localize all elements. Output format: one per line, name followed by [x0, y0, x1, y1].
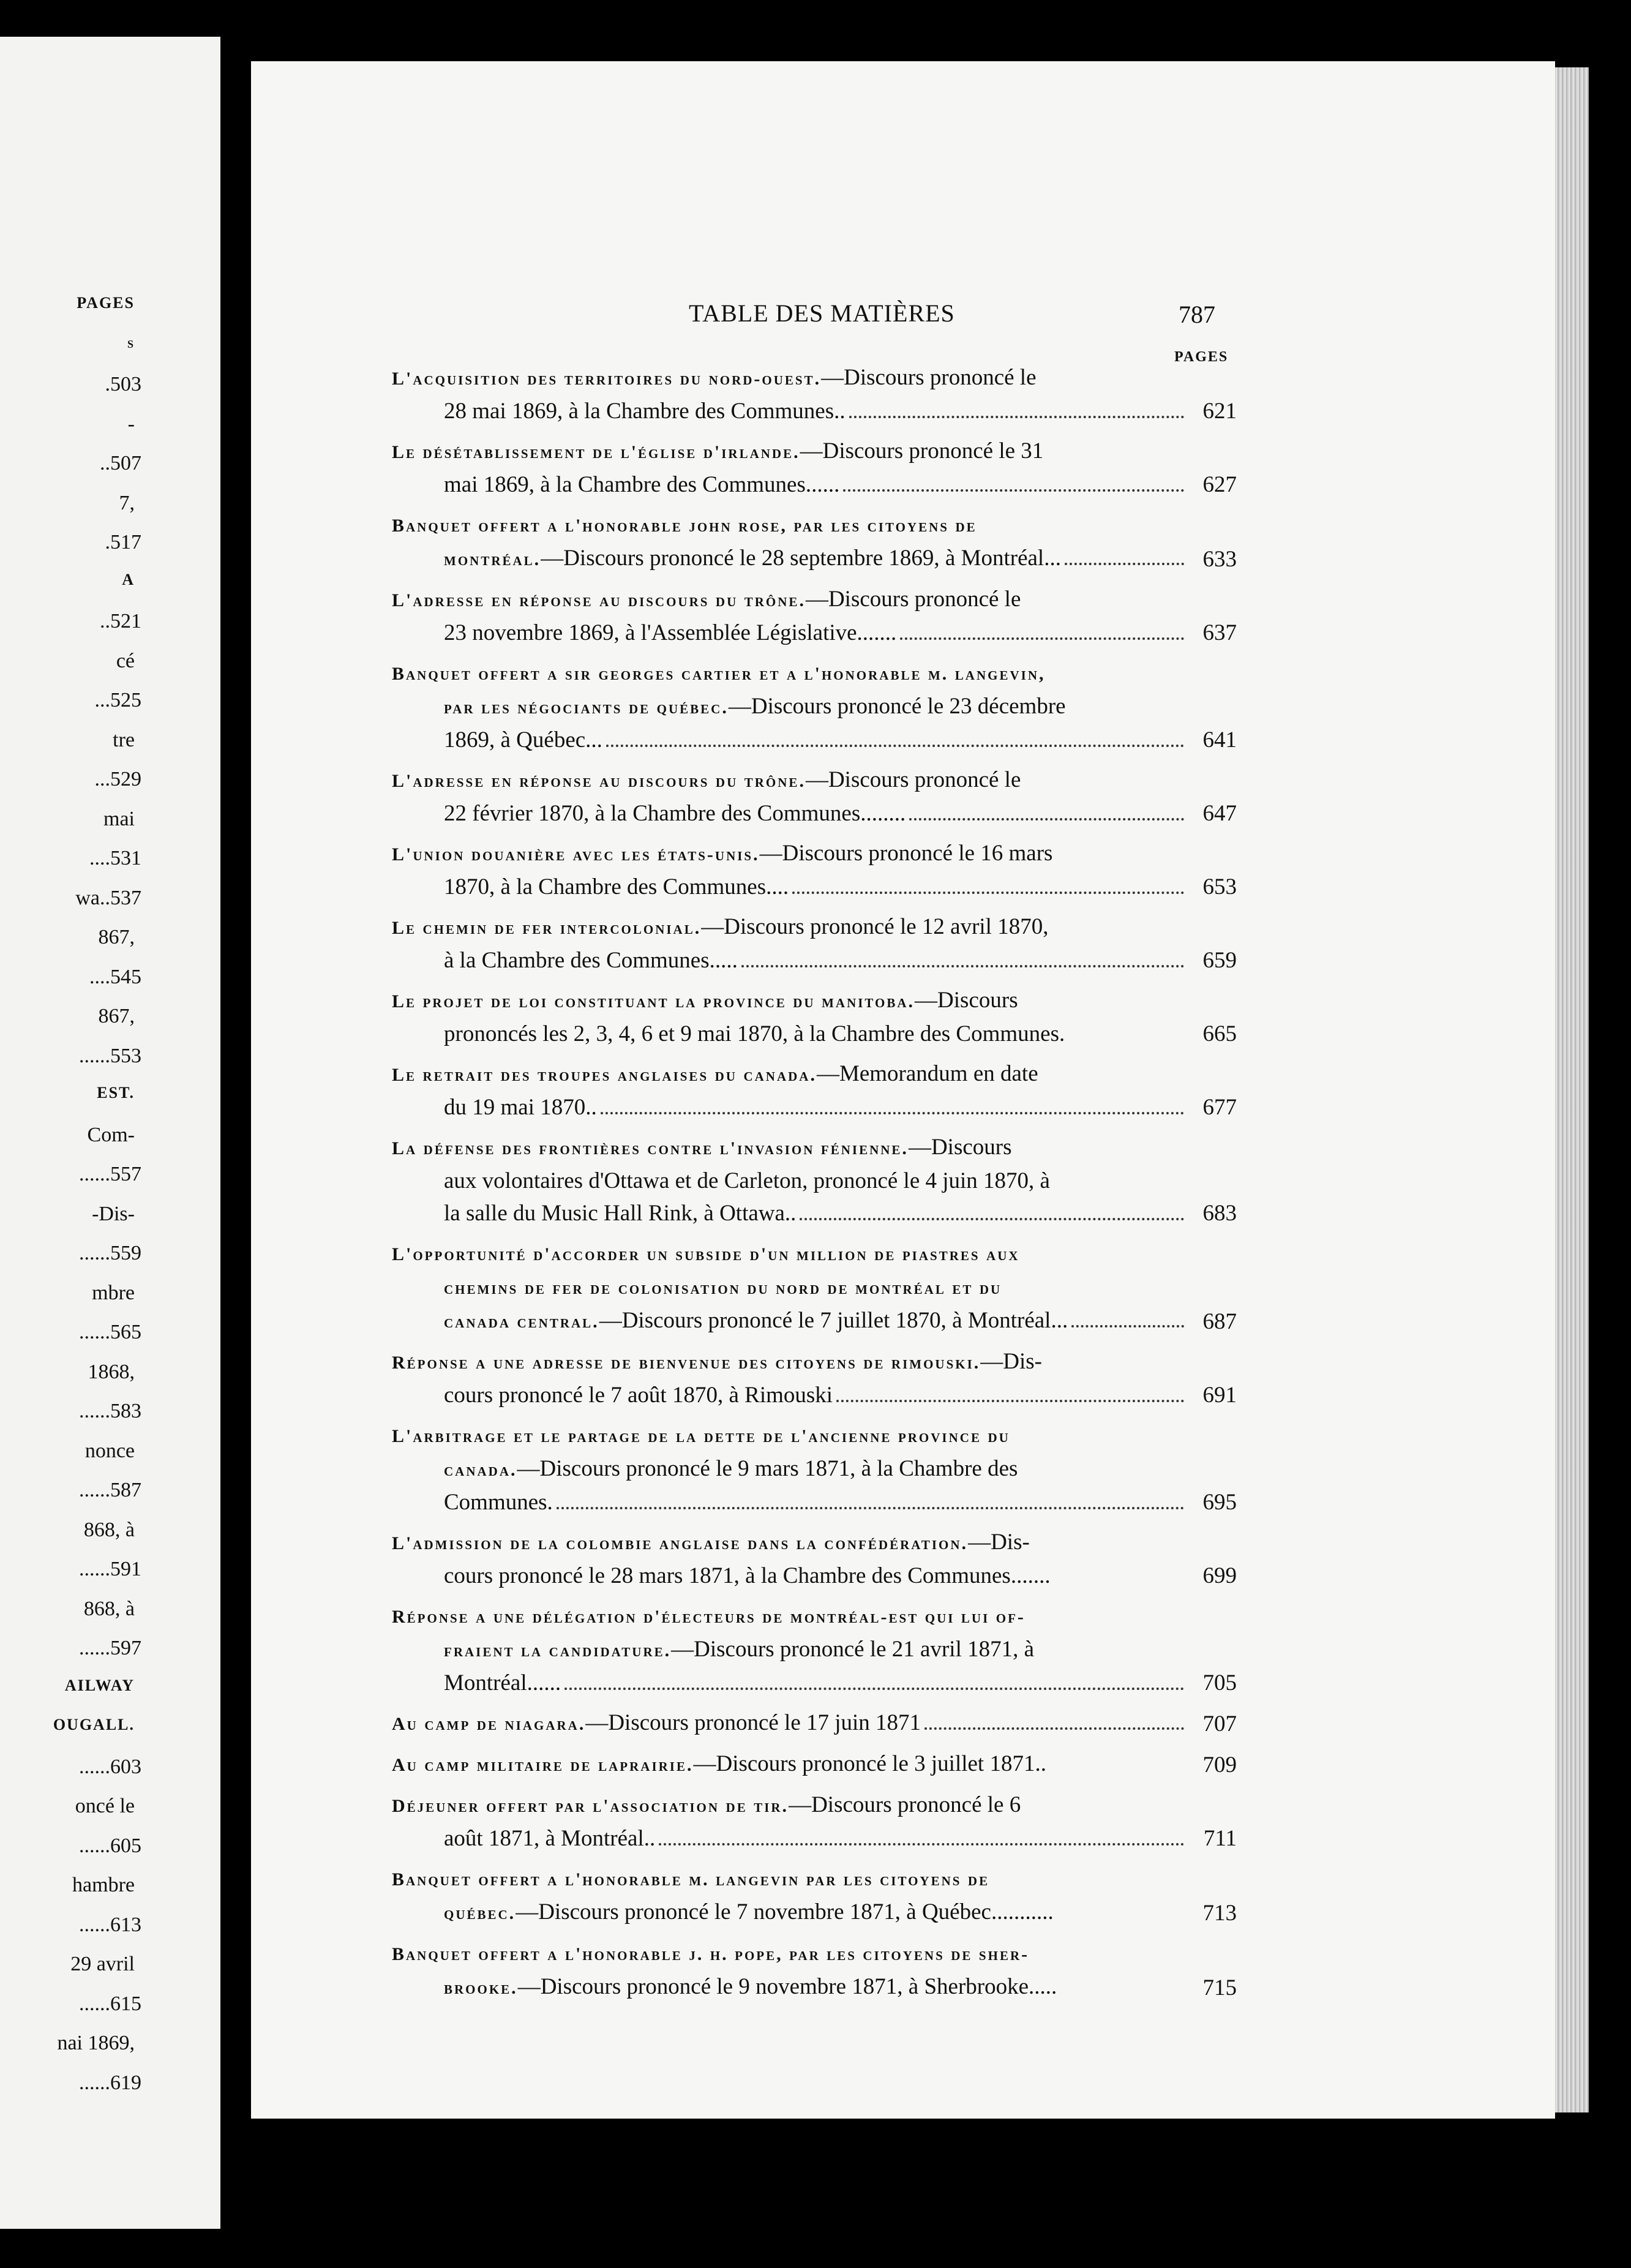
toc-entry-text: août 1871, à Montréal.. — [444, 1826, 656, 1851]
toc-entry-title: Au camp militaire de laprairie. — [392, 1755, 694, 1775]
toc-entry-text: 1869, à Québec... — [444, 727, 602, 753]
toc-entry-text: —Discours prononcé le — [805, 767, 1021, 792]
toc-page-number: 687 — [1202, 1309, 1237, 1334]
toc-entry-text: la salle du Music Hall Rink, à Ottawa.. — [444, 1201, 797, 1226]
toc-entry — [392, 837, 1237, 903]
previous-page-fragment: -Dis- — [92, 1202, 135, 1225]
toc-page-number: 705 — [1202, 1670, 1237, 1695]
previous-page-fragment: ...... — [79, 1637, 110, 1659]
previous-page-number: 537 — [110, 886, 141, 909]
page-number: 787 — [1179, 301, 1215, 328]
previous-page-fragment: . — [105, 531, 110, 554]
previous-page-fragment: PAGES — [77, 294, 135, 312]
previous-page — [0, 37, 220, 2229]
toc-entry-text: à la Chambre des Communes..... — [444, 948, 738, 973]
toc-entry-title: Banquet offert a sir georges cartier et a l'honorable m. langevin, — [392, 664, 1046, 684]
previous-page-fragment: cé — [116, 649, 135, 672]
previous-page-fragment: mai — [103, 807, 135, 830]
dot-leader — [1065, 563, 1184, 565]
toc-entry-title: Le projet de loi constituant la province du manitoba. — [392, 991, 915, 1012]
toc-entry-title: Banquet offert a l'honorable j. h. pope, par les citoyens de sher- — [392, 1944, 1030, 1964]
toc-entry — [392, 656, 1237, 756]
previous-page-fragment: oncé le — [75, 1795, 135, 1817]
toc-entry-title-continued: fraient la candidature. — [444, 1640, 672, 1661]
toc-entry-text: prononcés les 2, 3, 4, 6 et 9 mai 1870, à la Chambre des Communes. — [444, 1021, 1065, 1046]
toc-entry-title: L'adresse en réponse au discours du trône. — [392, 771, 806, 791]
toc-entry — [392, 1237, 1237, 1338]
toc-entry-title-continued: québec. — [444, 1903, 516, 1923]
previous-page-fragment: hambre — [72, 1874, 135, 1896]
toc-entry-text: 23 novembre 1869, à l'Assemblée Législative....... — [444, 620, 897, 645]
toc-entry — [392, 361, 1237, 427]
toc-entry-text: cours prononcé le 28 mars 1871, à la Chambre des Communes....... — [444, 1563, 1051, 1588]
toc-page-number: 711 — [1203, 1826, 1237, 1851]
toc-page-number: 677 — [1202, 1095, 1237, 1120]
toc-entry-text: —Discours prononcé le — [821, 365, 1037, 390]
previous-page-number: 615 — [110, 1992, 141, 2015]
previous-page-fragment: EST. — [97, 1084, 135, 1102]
previous-page-fragment: 1868, — [88, 1360, 135, 1383]
previous-page-fragment: ...... — [79, 1755, 110, 1778]
toc-entry-title: Banquet offert a l'honorable john rose, par les citoyens de — [392, 516, 977, 536]
toc-entry-text: —Dis- — [980, 1349, 1043, 1374]
dot-leader — [741, 965, 1184, 967]
previous-page-fragment: s — [127, 333, 135, 351]
toc-page-number: 627 — [1202, 472, 1237, 497]
toc-page-number: 707 — [1202, 1711, 1237, 1737]
previous-page-fragment: ... — [94, 768, 110, 790]
previous-page-fragment: 29 avril — [70, 1953, 135, 1975]
toc-entry-text: —Discours — [915, 988, 1018, 1013]
previous-page-number: 545 — [110, 965, 141, 988]
previous-page-fragment: ...... — [79, 1479, 110, 1501]
toc-entry-text: cours prononcé le 7 août 1870, à Rimouski — [444, 1383, 833, 1408]
previous-page-number: 517 — [110, 531, 141, 554]
toc-page-number: 715 — [1202, 1975, 1237, 2000]
previous-page-fragment: ...... — [79, 1834, 110, 1857]
toc-entry-text: —Discours prononcé le 12 avril 1870, — [701, 914, 1049, 939]
dot-leader — [836, 1400, 1184, 1402]
toc-entry-title: L'admission de la colombie anglaise dans la confédération. — [392, 1533, 969, 1553]
dot-leader — [849, 416, 1184, 418]
toc-entry-text: —Discours prononcé le 31 — [800, 438, 1044, 464]
previous-page-number: 529 — [110, 768, 141, 790]
toc-entry-title-continued: canada. — [444, 1460, 517, 1480]
previous-page-number: 591 — [110, 1558, 141, 1580]
toc-entry-title: Banquet offert a l'honorable m. langevin par les citoyens de — [392, 1869, 990, 1890]
toc-page-number: 691 — [1202, 1383, 1237, 1408]
previous-page-number: 507 — [110, 452, 141, 475]
previous-page-fragment: .. — [100, 610, 110, 633]
previous-page-number: 565 — [110, 1321, 141, 1343]
previous-page-fragment: mbre — [92, 1281, 135, 1304]
previous-page-fragment: A — [122, 570, 135, 588]
toc-page-number: 683 — [1202, 1201, 1237, 1226]
toc-entry — [392, 1789, 1237, 1855]
dot-leader — [601, 1112, 1184, 1114]
previous-page-number: 587 — [110, 1479, 141, 1501]
dot-leader — [606, 745, 1184, 747]
toc-entry-text: —Discours prononcé le 3 juillet 1871.. — [693, 1751, 1046, 1776]
dot-leader — [792, 892, 1184, 894]
toc-entry-text: aux volontaires d'Ottawa et de Carleton, prononcé le 4 juin 1870, à — [444, 1168, 1050, 1193]
previous-page-number: 603 — [110, 1755, 141, 1778]
previous-page-fragment: 7, — [119, 491, 135, 514]
previous-page-number: 525 — [110, 689, 141, 712]
previous-page-number: 503 — [110, 373, 141, 396]
dot-leader — [909, 818, 1184, 820]
previous-page-number: 521 — [110, 610, 141, 633]
toc-page-number: 633 — [1202, 547, 1237, 572]
previous-page-fragment: 868, à — [83, 1518, 135, 1541]
toc-page-number: 659 — [1202, 948, 1237, 973]
previous-page-fragment: AILWAY — [64, 1676, 135, 1694]
book-gutter — [220, 0, 251, 2268]
toc-entry-title: Au camp de niagara. — [392, 1714, 586, 1734]
toc-entry-text: —Dis- — [968, 1530, 1030, 1555]
toc-entry-title: Le chemin de fer intercolonial. — [392, 918, 702, 938]
previous-page-fragment: .... — [89, 965, 110, 988]
previous-page-fragment: 867, — [98, 926, 135, 948]
previous-page-number: 559 — [110, 1242, 141, 1264]
toc-entry-title: Le retrait des troupes anglaises du canada. — [392, 1065, 817, 1085]
previous-page-fragment: ...... — [79, 1992, 110, 2015]
toc-entry-title: La défense des frontières contre l'invasion fénienne. — [392, 1138, 909, 1158]
toc-entry — [392, 583, 1237, 649]
previous-page-fragment: .. — [100, 452, 110, 475]
toc-entry-text: 1870, à la Chambre des Communes.... — [444, 874, 789, 899]
toc-entry-text: Montréal...... — [444, 1670, 561, 1695]
toc-entry-title: L'arbitrage et le partage de la dette de l'ancienne province du — [392, 1426, 1010, 1446]
previous-page-fragment: ... — [94, 689, 110, 712]
pages-column-label: PAGES — [1174, 349, 1229, 365]
toc-entry-title-continued: brooke. — [444, 1978, 518, 1998]
toc-entry-title: L'opportunité d'accorder un subside d'un million de piastres aux — [392, 1244, 1020, 1264]
toc-entry — [392, 1599, 1237, 1699]
toc-entry — [392, 1707, 1237, 1740]
previous-page-fragment: 867, — [98, 1005, 135, 1027]
toc-entry — [392, 764, 1237, 830]
toc-entry — [392, 911, 1237, 977]
dot-leader — [900, 637, 1184, 640]
toc-page-number: 621 — [1202, 399, 1237, 424]
toc-entry-title: Le désétablissement de l'église d'irlande. — [392, 442, 800, 462]
toc-entry-text: Communes. — [444, 1490, 553, 1515]
dot-leader — [564, 1688, 1184, 1690]
toc-entry-title: Réponse a une adresse de bienvenue des citoyens de rimouski. — [392, 1353, 981, 1373]
toc-entry — [392, 1419, 1237, 1519]
toc-entry-text: —Discours — [908, 1135, 1012, 1160]
toc-entry — [392, 1131, 1237, 1230]
toc-page-number: 695 — [1202, 1490, 1237, 1515]
toc-entry-title: L'union douanière avec les états-unis. — [392, 844, 760, 865]
toc-entry-title-continued: canada central. — [444, 1312, 599, 1332]
previous-page-number: 557 — [110, 1163, 141, 1185]
table-of-contents — [392, 361, 1237, 2011]
previous-page-fragment: ...... — [79, 1913, 110, 1936]
toc-entry — [392, 508, 1237, 576]
toc-entry-title: Déjeuner offert par l'association de tir. — [392, 1796, 789, 1816]
toc-entry — [392, 1862, 1237, 1929]
toc-entry-title: L'acquisition des territoires du nord-ouest. — [392, 369, 822, 389]
previous-page-fragment: tre — [113, 728, 135, 751]
previous-page-number: 613 — [110, 1913, 141, 1936]
toc-entry-text: du 19 mai 1870.. — [444, 1095, 597, 1120]
toc-page-number: 637 — [1202, 620, 1237, 645]
previous-page-number: 583 — [110, 1400, 141, 1422]
toc-entry-text: —Discours prononcé le 21 avril 1871, à — [671, 1637, 1035, 1662]
toc-entry — [392, 1937, 1237, 2004]
toc-entry-title: L'adresse en réponse au discours du trône. — [392, 590, 806, 610]
toc-entry-text: —Discours prononcé le 7 novembre 1871, à Québec........... — [516, 1899, 1054, 1924]
dot-leader — [659, 1843, 1184, 1846]
toc-entry-title-continued: chemins de fer de colonisation du nord de montréal et du — [444, 1278, 1002, 1298]
toc-entry — [392, 435, 1237, 501]
previous-page-fragment: nonce — [84, 1439, 135, 1462]
previous-page-fragment: . — [105, 373, 110, 396]
toc-page-number: 641 — [1202, 727, 1237, 753]
previous-page-fragment: 868, à — [83, 1597, 135, 1620]
toc-entry — [392, 1748, 1237, 1781]
toc-page-number: 713 — [1202, 1901, 1237, 1926]
dot-leader — [924, 1727, 1184, 1730]
toc-page-number: 709 — [1202, 1752, 1237, 1778]
previous-page-fragment: Com- — [87, 1123, 135, 1146]
previous-page-number: 605 — [110, 1834, 141, 1857]
toc-entry-text: —Discours prononcé le 6 — [789, 1792, 1021, 1817]
toc-entry-text: —Discours prononcé le — [805, 587, 1021, 612]
toc-entry-text: —Discours prononcé le 23 décembre — [728, 694, 1066, 719]
previous-page-fragment: ...... — [79, 1044, 110, 1067]
previous-page-fragment: ...... — [79, 1163, 110, 1185]
toc-entry-text: —Discours prononcé le 9 mars 1871, à la Chambre des — [517, 1456, 1018, 1481]
previous-page-number: 597 — [110, 1637, 141, 1659]
toc-page-number: 699 — [1202, 1563, 1237, 1588]
page-edges — [1555, 67, 1589, 2112]
toc-page-number: 647 — [1202, 801, 1237, 826]
toc-entry — [392, 984, 1237, 1050]
toc-entry — [392, 1057, 1237, 1124]
toc-page-number: 665 — [1202, 1021, 1237, 1046]
toc-entry-text: —Discours prononcé le 16 mars — [759, 841, 1053, 866]
running-title: TABLE DES MATIÈRES — [689, 299, 955, 327]
previous-page-fragment: ...... — [79, 1242, 110, 1264]
previous-page-fragment: ...... — [79, 1321, 110, 1343]
toc-entry-text: —Discours prononcé le 9 novembre 1871, à Sherbrooke..... — [517, 1974, 1057, 1999]
dot-leader — [1071, 1325, 1184, 1327]
previous-page-number: 531 — [110, 847, 141, 869]
toc-entry-title-continued: par les négociants de québec. — [444, 697, 729, 718]
toc-entry-text: —Discours prononcé le 28 septembre 1869, à Montréal... — [541, 546, 1061, 571]
toc-entry-text: mai 1869, à la Chambre des Communes...... — [444, 472, 840, 497]
toc-entry-text: —Discours prononcé le 7 juillet 1870, à Montréal... — [599, 1308, 1068, 1333]
dot-leader — [800, 1218, 1184, 1220]
previous-page-fragment: ...... — [79, 2071, 110, 2094]
toc-entry-text: —Discours prononcé le 17 juin 1871 — [585, 1710, 921, 1735]
previous-page-number: 619 — [110, 2071, 141, 2094]
previous-page-fragment: ...... — [79, 1558, 110, 1580]
toc-entry — [392, 1526, 1237, 1592]
previous-page-fragment: OUGALL. — [53, 1716, 135, 1733]
previous-page-fragment: ...... — [79, 1400, 110, 1422]
toc-entry-title-continued: montréal. — [444, 549, 541, 569]
toc-page-number: 653 — [1202, 874, 1237, 899]
previous-page-fragment: nai 1869, — [57, 2032, 135, 2054]
dot-leader — [557, 1507, 1184, 1509]
previous-page-fragment: .... — [89, 847, 110, 869]
toc-entry-title: Réponse a une délégation d'électeurs de montréal-est qui lui of- — [392, 1607, 1025, 1627]
toc-entry-text: 28 mai 1869, à la Chambre des Communes.. — [444, 399, 845, 424]
toc-entry-text: —Memorandum en date — [816, 1061, 1038, 1086]
previous-page-fragment: wa.. — [75, 886, 110, 909]
previous-page-fragment: - — [127, 412, 135, 435]
toc-entry-text: 22 février 1870, à la Chambre des Communes........ — [444, 801, 906, 826]
dot-leader — [843, 489, 1184, 492]
previous-page-number: 553 — [110, 1044, 141, 1067]
toc-entry — [392, 1345, 1237, 1411]
